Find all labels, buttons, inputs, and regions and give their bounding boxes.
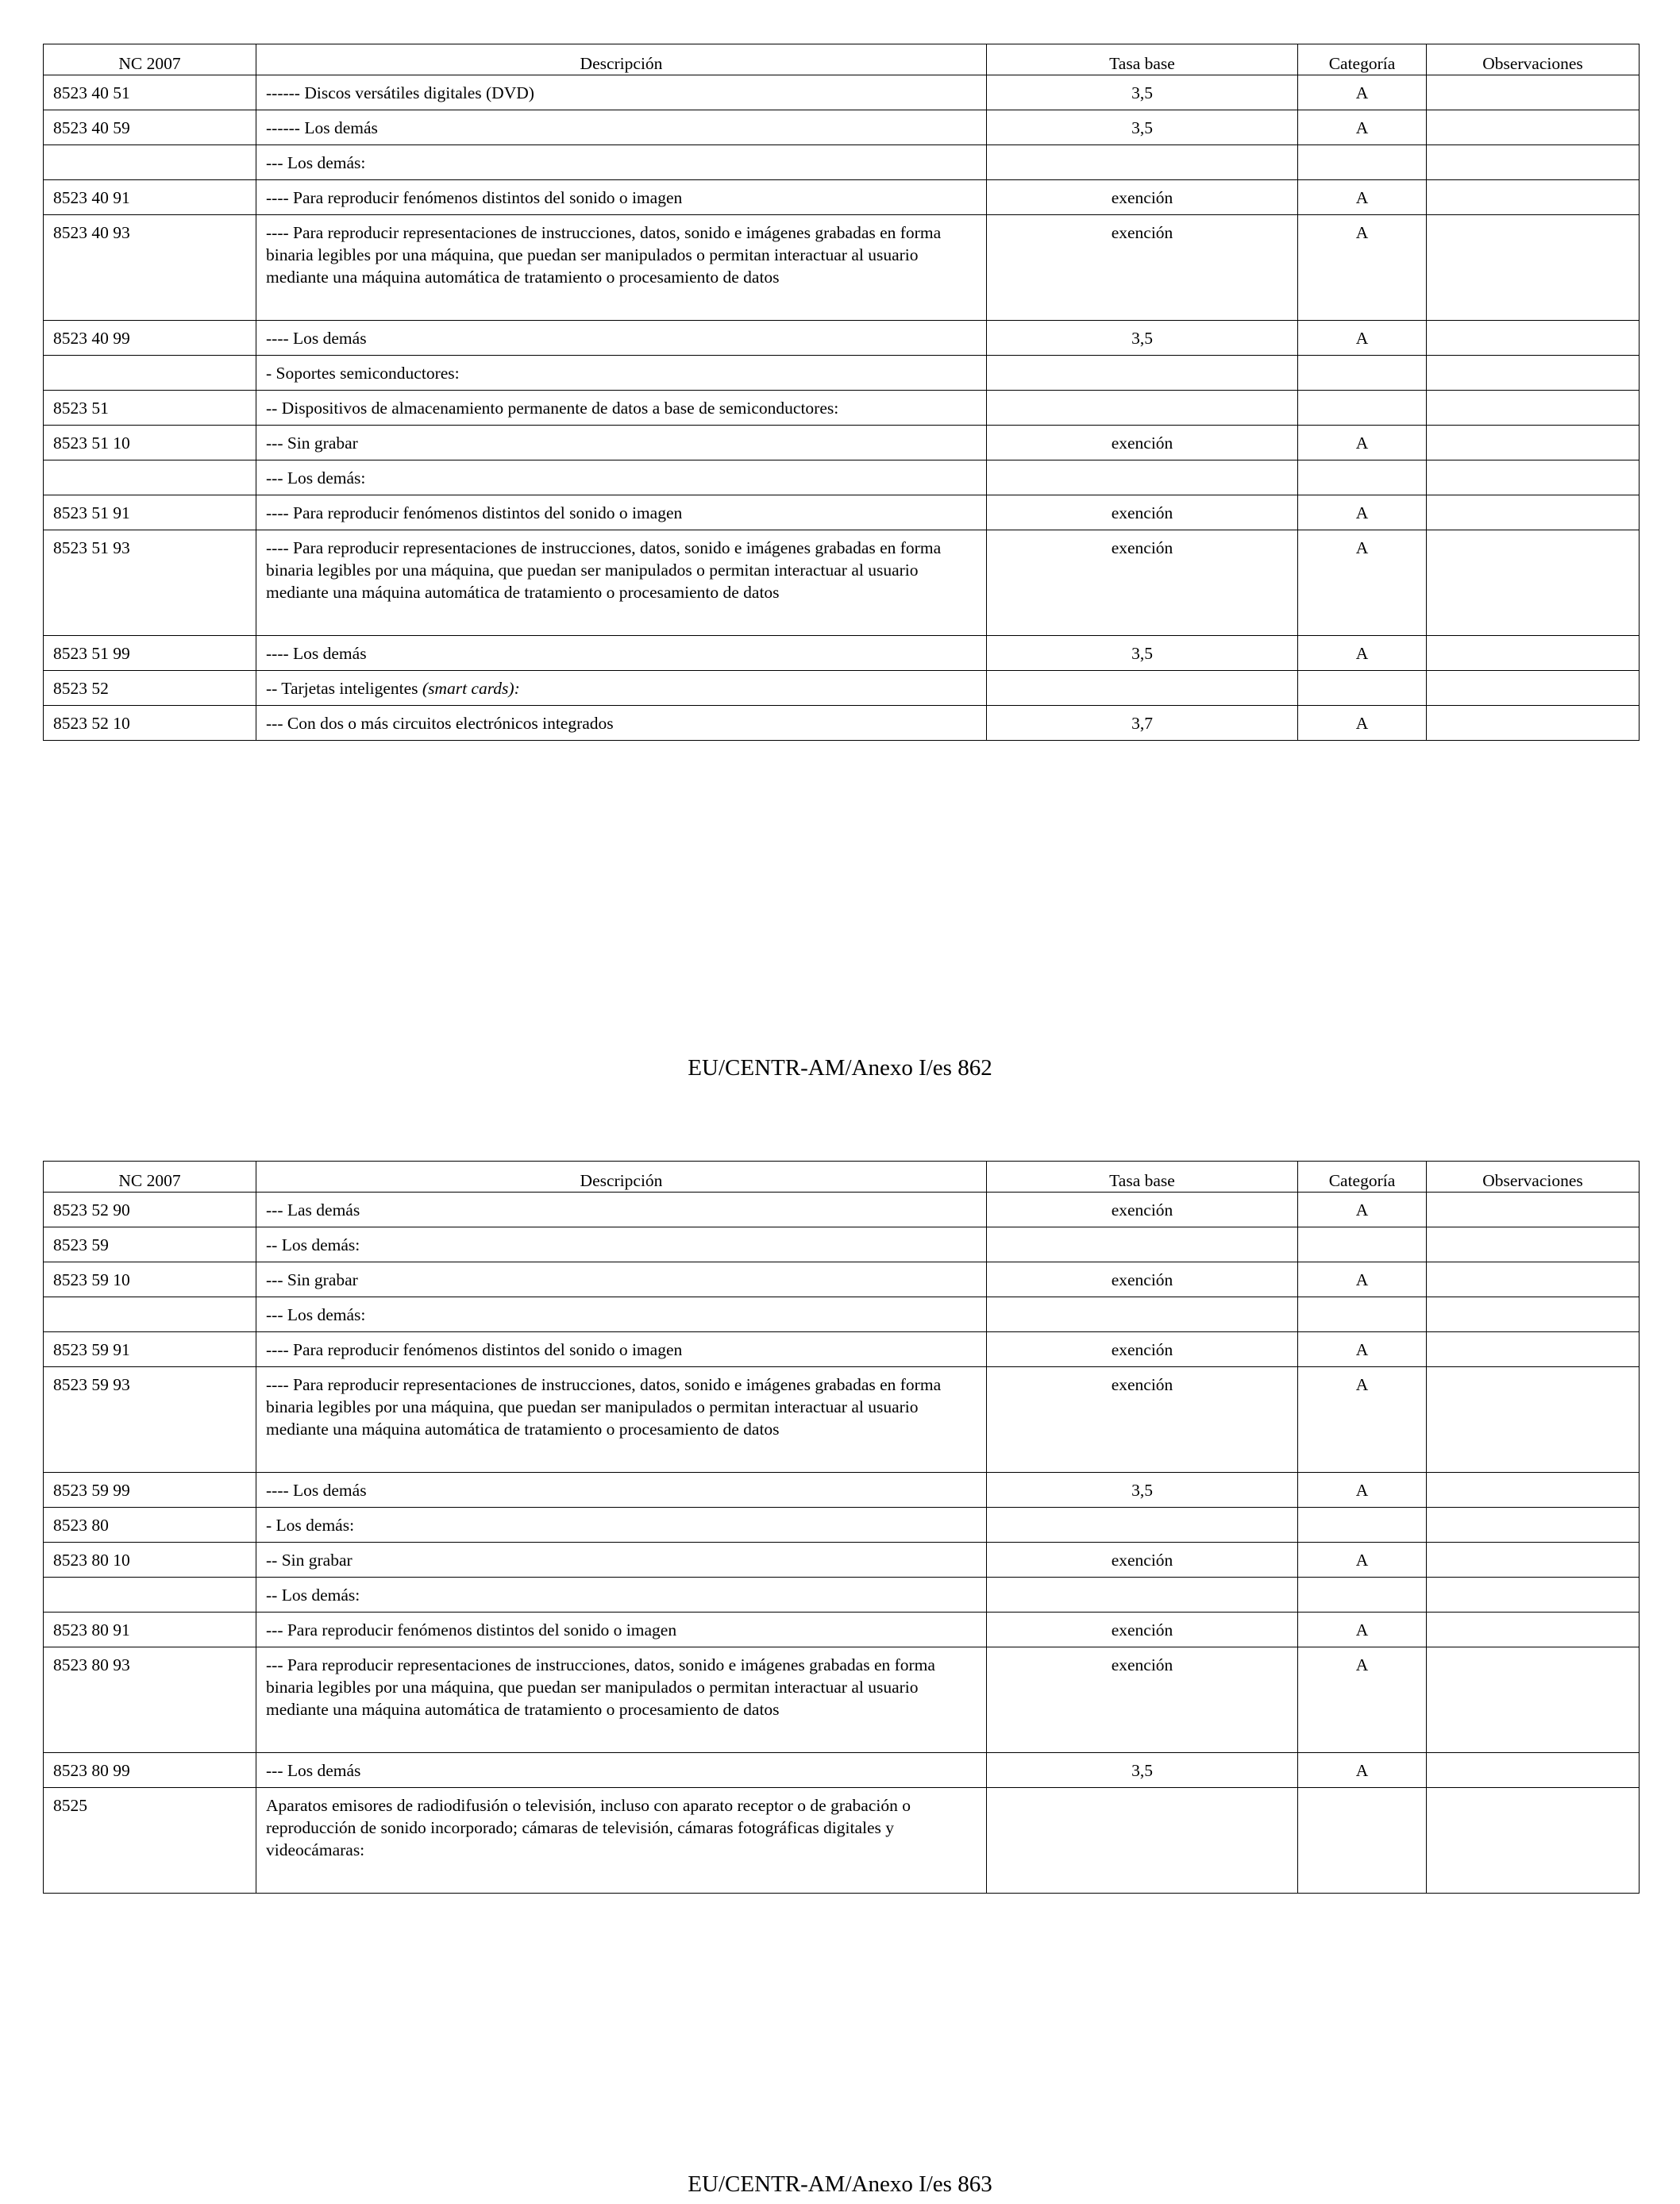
cell-category: [1298, 1227, 1427, 1262]
cell-base-rate: 3,7: [987, 706, 1298, 741]
tariff-table-page-862: [43, 44, 1640, 741]
cell-category: A: [1298, 426, 1427, 460]
cell-observations: [1427, 391, 1640, 426]
cell-base-rate: 3,5: [987, 636, 1298, 671]
table-row: [44, 1788, 1640, 1894]
cell-base-rate: exención: [987, 495, 1298, 530]
cell-base-rate: 3,5: [987, 1473, 1298, 1508]
cell-description: ---- Los demás: [256, 321, 987, 356]
cell-description: -- Tarjetas inteligentes (smart cards):: [256, 671, 987, 706]
cell-category: A: [1298, 1543, 1427, 1578]
cell-nc-code: 8523 51 10: [44, 426, 256, 460]
cell-base-rate: [987, 1227, 1298, 1262]
table-row: [44, 180, 1640, 215]
header-nc: NC 2007: [44, 1162, 256, 1193]
table-row: [44, 1613, 1640, 1647]
cell-category: [1298, 356, 1427, 391]
cell-category: A: [1298, 1262, 1427, 1297]
cell-category: [1298, 460, 1427, 495]
cell-description: --- Con dos o más circuitos electrónicos integrados: [256, 706, 987, 741]
cell-observations: [1427, 1543, 1640, 1578]
cell-nc-code: 8523 52 10: [44, 706, 256, 741]
cell-base-rate: 3,5: [987, 110, 1298, 145]
cell-base-rate: exención: [987, 180, 1298, 215]
cell-description: ---- Para reproducir representaciones de instrucciones, datos, sonido e imágenes grabadas en forma binaria legibles por una máquina, que puedan ser manipulados o permitan interactuar al usuario mediante una máquina automática de tratamiento o procesamiento de datos: [256, 1367, 987, 1473]
cell-observations: [1427, 1613, 1640, 1647]
table-row: [44, 495, 1640, 530]
cell-category: A: [1298, 636, 1427, 671]
cell-description: ---- Los demás: [256, 636, 987, 671]
cell-description: --- Sin grabar: [256, 1262, 987, 1297]
cell-nc-code: 8523 59 91: [44, 1332, 256, 1367]
cell-description: ---- Para reproducir fenómenos distintos del sonido o imagen: [256, 495, 987, 530]
cell-nc-code: 8523 40 91: [44, 180, 256, 215]
table-row: [44, 1473, 1640, 1508]
cell-category: [1298, 671, 1427, 706]
cell-observations: [1427, 706, 1640, 741]
table-row: [44, 1297, 1640, 1332]
cell-category: A: [1298, 1193, 1427, 1227]
cell-observations: [1427, 1367, 1640, 1473]
table-row: [44, 1332, 1640, 1367]
cell-observations: [1427, 530, 1640, 636]
cell-category: [1298, 1297, 1427, 1332]
page-footer: EU/CENTR-AM/Anexo I/es 862: [688, 1055, 992, 1081]
cell-base-rate: [987, 1297, 1298, 1332]
cell-description: --- Para reproducir representaciones de instrucciones, datos, sonido e imágenes grabadas en forma binaria legibles por una máquina, que puedan ser manipulados o permitan interactuar al usuario mediante una máquina automática de tratamiento o procesamiento de datos: [256, 1647, 987, 1753]
cell-nc-code: [44, 1578, 256, 1613]
table-row: [44, 1543, 1640, 1578]
cell-nc-code: 8523 80 99: [44, 1753, 256, 1788]
cell-base-rate: exención: [987, 530, 1298, 636]
cell-base-rate: exención: [987, 215, 1298, 321]
cell-description: Aparatos emisores de radiodifusión o televisión, incluso con aparato receptor o de grabación o reproducción de sonido incorporado; cámaras de televisión, cámaras fotográficas digitales y videocámaras:: [256, 1788, 987, 1894]
cell-category: A: [1298, 1613, 1427, 1647]
table-row: [44, 75, 1640, 110]
cell-description: ---- Para reproducir representaciones de instrucciones, datos, sonido e imágenes grabadas en forma binaria legibles por una máquina, que puedan ser manipulados o permitan interactuar al usuario mediante una máquina automática de tratamiento o procesamiento de datos: [256, 215, 987, 321]
cell-nc-code: 8523 51: [44, 391, 256, 426]
cell-category: [1298, 391, 1427, 426]
description-italic-term: (smart cards):: [422, 679, 520, 698]
table-header: [44, 1162, 1640, 1193]
cell-observations: [1427, 1788, 1640, 1894]
cell-base-rate: [987, 1508, 1298, 1543]
cell-category: A: [1298, 1647, 1427, 1753]
cell-nc-code: 8523 80: [44, 1508, 256, 1543]
cell-observations: [1427, 1297, 1640, 1332]
cell-observations: [1427, 1473, 1640, 1508]
cell-nc-code: 8523 40 93: [44, 215, 256, 321]
cell-description: --- Los demás:: [256, 460, 987, 495]
cell-category: [1298, 145, 1427, 180]
cell-base-rate: [987, 1788, 1298, 1894]
cell-description: --- Los demás:: [256, 145, 987, 180]
table-row: [44, 1578, 1640, 1613]
cell-observations: [1427, 671, 1640, 706]
table-row: [44, 530, 1640, 636]
header-description: Descripción: [256, 1162, 987, 1193]
cell-base-rate: [987, 145, 1298, 180]
table-row: [44, 1193, 1640, 1227]
cell-observations: [1427, 495, 1640, 530]
header-observations: Observaciones: [1427, 44, 1640, 75]
cell-nc-code: 8523 40 51: [44, 75, 256, 110]
cell-base-rate: [987, 671, 1298, 706]
cell-nc-code: 8523 59: [44, 1227, 256, 1262]
cell-description: ---- Los demás: [256, 1473, 987, 1508]
table-row: [44, 671, 1640, 706]
cell-base-rate: 3,5: [987, 75, 1298, 110]
cell-base-rate: exención: [987, 426, 1298, 460]
header-base-rate: Tasa base: [987, 44, 1298, 75]
cell-observations: [1427, 1578, 1640, 1613]
cell-base-rate: exención: [987, 1543, 1298, 1578]
tariff-table-page-863: [43, 1161, 1640, 1894]
table-row: [44, 706, 1640, 741]
cell-nc-code: 8523 40 59: [44, 110, 256, 145]
cell-description: - Los demás:: [256, 1508, 987, 1543]
cell-nc-code: 8523 52: [44, 671, 256, 706]
cell-observations: [1427, 426, 1640, 460]
cell-nc-code: 8523 59 93: [44, 1367, 256, 1473]
cell-category: A: [1298, 215, 1427, 321]
cell-category: A: [1298, 706, 1427, 741]
table-row: [44, 1262, 1640, 1297]
cell-observations: [1427, 1193, 1640, 1227]
cell-category: [1298, 1578, 1427, 1613]
cell-description: --- Los demás: [256, 1753, 987, 1788]
cell-base-rate: exención: [987, 1647, 1298, 1753]
cell-base-rate: exención: [987, 1262, 1298, 1297]
header-observations: Observaciones: [1427, 1162, 1640, 1193]
cell-category: A: [1298, 1367, 1427, 1473]
cell-observations: [1427, 636, 1640, 671]
page-footer: EU/CENTR-AM/Anexo I/es 863: [688, 2171, 992, 2197]
cell-observations: [1427, 145, 1640, 180]
cell-base-rate: exención: [987, 1613, 1298, 1647]
table-row: [44, 1753, 1640, 1788]
cell-description: --- Los demás:: [256, 1297, 987, 1332]
cell-base-rate: 3,5: [987, 1753, 1298, 1788]
cell-description: ---- Para reproducir fenómenos distintos del sonido o imagen: [256, 180, 987, 215]
cell-base-rate: [987, 356, 1298, 391]
cell-base-rate: [987, 1578, 1298, 1613]
cell-observations: [1427, 1753, 1640, 1788]
table-header: [44, 44, 1640, 75]
cell-nc-code: [44, 1297, 256, 1332]
cell-nc-code: 8523 52 90: [44, 1193, 256, 1227]
table-row: [44, 1367, 1640, 1473]
cell-description: ---- Para reproducir fenómenos distintos del sonido o imagen: [256, 1332, 987, 1367]
cell-observations: [1427, 1647, 1640, 1753]
cell-description: --- Sin grabar: [256, 426, 987, 460]
cell-category: [1298, 1788, 1427, 1894]
cell-description: ---- Para reproducir representaciones de instrucciones, datos, sonido e imágenes grabadas en forma binaria legibles por una máquina, que puedan ser manipulados o permitan interactuar al usuario mediante una máquina automática de tratamiento o procesamiento de datos: [256, 530, 987, 636]
cell-nc-code: [44, 145, 256, 180]
cell-observations: [1427, 75, 1640, 110]
cell-category: A: [1298, 1473, 1427, 1508]
cell-description: -- Los demás:: [256, 1578, 987, 1613]
table-row: [44, 426, 1640, 460]
table-row: [44, 215, 1640, 321]
cell-nc-code: 8525: [44, 1788, 256, 1894]
table-row: [44, 1508, 1640, 1543]
cell-base-rate: [987, 391, 1298, 426]
cell-observations: [1427, 460, 1640, 495]
cell-base-rate: exención: [987, 1193, 1298, 1227]
table-row: [44, 1647, 1640, 1753]
cell-observations: [1427, 180, 1640, 215]
cell-description: --- Para reproducir fenómenos distintos del sonido o imagen: [256, 1613, 987, 1647]
cell-base-rate: exención: [987, 1332, 1298, 1367]
header-nc: NC 2007: [44, 44, 256, 75]
cell-description: ------ Discos versátiles digitales (DVD): [256, 75, 987, 110]
cell-base-rate: [987, 460, 1298, 495]
cell-nc-code: 8523 51 99: [44, 636, 256, 671]
cell-nc-code: 8523 80 93: [44, 1647, 256, 1753]
cell-category: A: [1298, 75, 1427, 110]
cell-nc-code: [44, 356, 256, 391]
table-row: [44, 1227, 1640, 1262]
cell-description: -- Los demás:: [256, 1227, 987, 1262]
header-category: Categoría: [1298, 44, 1427, 75]
table-row: [44, 391, 1640, 426]
cell-category: A: [1298, 1332, 1427, 1367]
cell-observations: [1427, 1332, 1640, 1367]
cell-description: ------ Los demás: [256, 110, 987, 145]
table-body: [44, 1193, 1640, 1894]
cell-base-rate: exención: [987, 1367, 1298, 1473]
cell-nc-code: [44, 460, 256, 495]
cell-observations: [1427, 1508, 1640, 1543]
cell-base-rate: 3,5: [987, 321, 1298, 356]
table-row: [44, 356, 1640, 391]
cell-nc-code: 8523 59 99: [44, 1473, 256, 1508]
cell-description: - Soportes semiconductores:: [256, 356, 987, 391]
cell-nc-code: 8523 51 93: [44, 530, 256, 636]
cell-category: A: [1298, 495, 1427, 530]
cell-nc-code: 8523 51 91: [44, 495, 256, 530]
header-base-rate: Tasa base: [987, 1162, 1298, 1193]
cell-observations: [1427, 1262, 1640, 1297]
cell-nc-code: 8523 80 10: [44, 1543, 256, 1578]
cell-category: A: [1298, 530, 1427, 636]
table-row: [44, 460, 1640, 495]
table-row: [44, 110, 1640, 145]
cell-observations: [1427, 321, 1640, 356]
table-body: [44, 75, 1640, 741]
cell-description: -- Dispositivos de almacenamiento permanente de datos a base de semiconductores:: [256, 391, 987, 426]
cell-observations: [1427, 110, 1640, 145]
cell-category: [1298, 1508, 1427, 1543]
table-row: [44, 321, 1640, 356]
cell-observations: [1427, 1227, 1640, 1262]
table-row: [44, 145, 1640, 180]
cell-description: --- Las demás: [256, 1193, 987, 1227]
cell-category: A: [1298, 180, 1427, 215]
cell-category: A: [1298, 321, 1427, 356]
cell-observations: [1427, 356, 1640, 391]
cell-nc-code: 8523 59 10: [44, 1262, 256, 1297]
cell-nc-code: 8523 80 91: [44, 1613, 256, 1647]
cell-category: A: [1298, 110, 1427, 145]
cell-category: A: [1298, 1753, 1427, 1788]
cell-description: -- Sin grabar: [256, 1543, 987, 1578]
cell-observations: [1427, 215, 1640, 321]
table-row: [44, 636, 1640, 671]
header-description: Descripción: [256, 44, 987, 75]
cell-nc-code: 8523 40 99: [44, 321, 256, 356]
header-category: Categoría: [1298, 1162, 1427, 1193]
